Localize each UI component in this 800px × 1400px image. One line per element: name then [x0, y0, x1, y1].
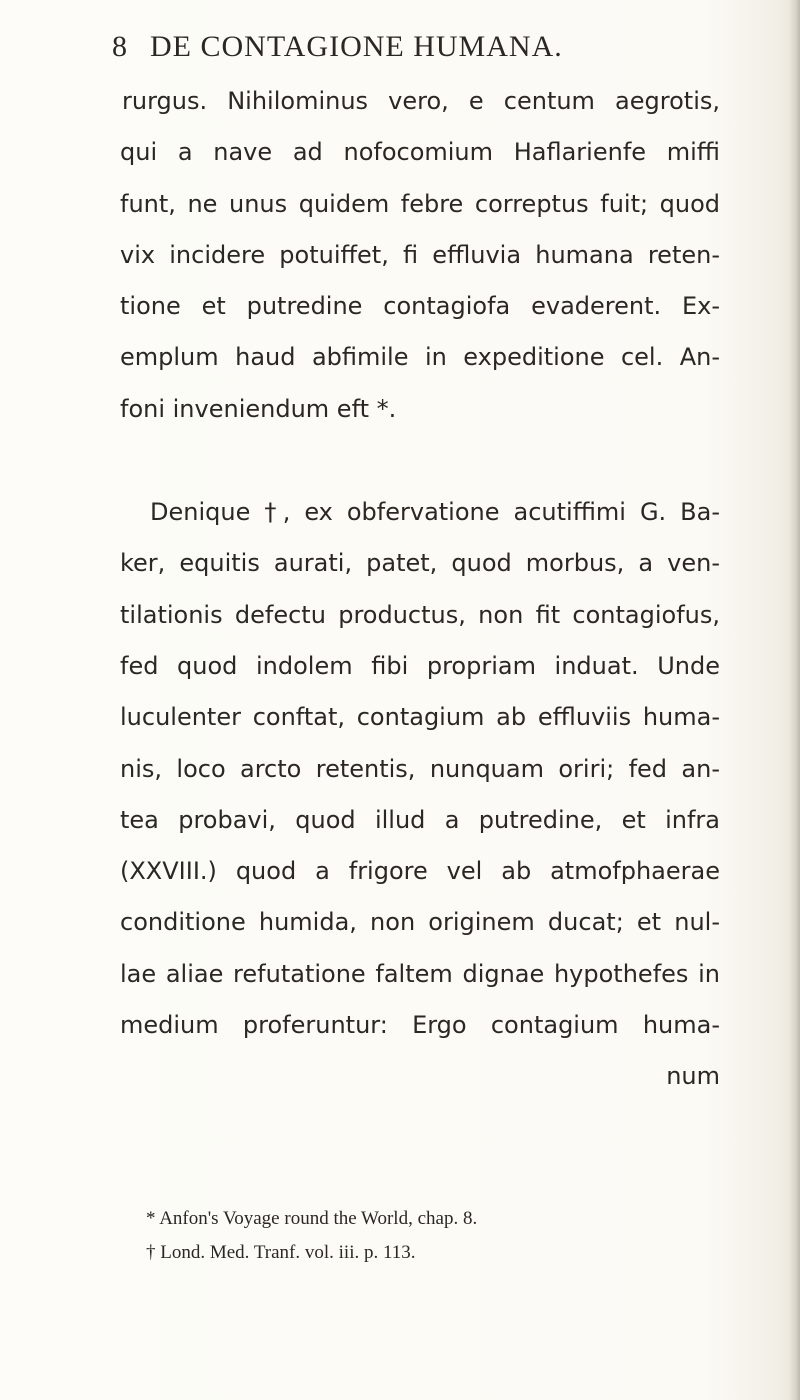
text-line: tione et putredine contagiofa evaderent. Ex- [120, 292, 720, 321]
text-line: fed quod indolem fibi propriam induat. Unde [120, 651, 720, 680]
text-line: medium proferuntur: Ergo contagium huma- [120, 1011, 720, 1040]
body-text [120, 76, 720, 1103]
footnote: † Lond. Med. Tranf. vol. iii. p. 113. [146, 1242, 416, 1263]
footnotes [146, 1202, 477, 1270]
text-line: luculenter conftat, contagium ab effluviis huma- [120, 703, 720, 732]
text-line: qui a nave ad nofocomium Haflarienfe miffi [120, 138, 720, 167]
paragraph-gap [120, 435, 720, 487]
text-line: Denique †, ex obfervatione acutiffimi G. Ba- [150, 498, 720, 527]
text-line: rurgus. Nihilominus vero, e centum aegrotis, [122, 87, 720, 115]
catchword: num [666, 1062, 720, 1091]
text-line: vix incidere potuiffet, fi effluvia humana reten- [120, 240, 720, 269]
text-line: lae aliae refutatione faltem dignae hypothefes in [120, 959, 720, 988]
paragraph [120, 76, 720, 435]
footnote: * Anfon's Voyage round the World, chap. 8. [146, 1208, 478, 1229]
text-line: (XXVIII.) quod a frigore vel ab atmofphaerae [120, 857, 720, 886]
text-line: ker, equitis aurati, patet, quod morbus, a ven- [120, 549, 720, 578]
text-line: tea probavi, quod illud a putredine, et infra [120, 805, 720, 834]
page-number: 8 [112, 30, 128, 63]
text-line: funt, ne unus quidem febre correptus fuit; quod [120, 189, 720, 218]
text-line: conditione humida, non originem ducat; et nul- [120, 908, 720, 937]
running-title: DE CONTAGIONE HUMANA. [150, 30, 563, 63]
text-line: tilationis defectu productus, non fit contagiofus, [120, 600, 720, 629]
text-line: nis, loco arcto retentis, nunquam oriri; fed an- [120, 754, 720, 783]
text-line: foni inveniendum eft *. [120, 394, 397, 423]
page-edge-shadow [788, 0, 800, 1400]
running-head [112, 30, 563, 64]
paragraph [120, 487, 720, 1103]
text-line: emplum haud abfimile in expeditione cel. An- [120, 343, 720, 372]
